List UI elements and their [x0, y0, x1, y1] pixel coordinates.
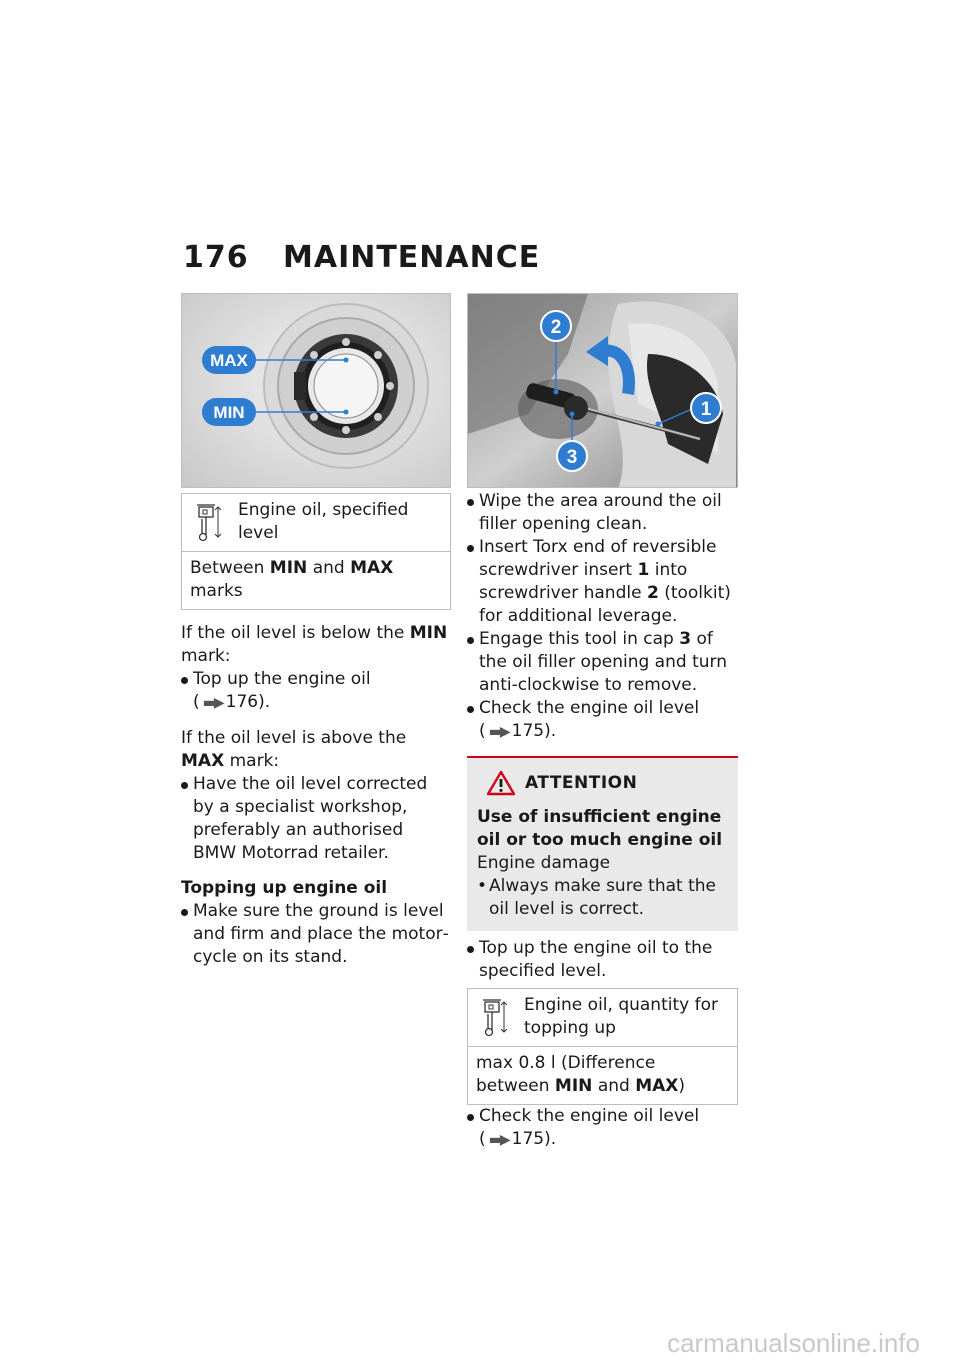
callout-ref: 3 — [679, 629, 692, 649]
ref-paren: ( — [479, 1129, 486, 1149]
cross-reference-arrow-icon: ▬▶ — [488, 1132, 509, 1148]
spec-oil-quantity-head — [468, 989, 737, 1047]
callout-2-label: 2 — [550, 317, 562, 338]
intro-text: mark: — [229, 751, 280, 771]
max-mark: MAX — [181, 751, 225, 771]
ref-paren: ). — [544, 721, 557, 741]
cross-reference-arrow-icon: ▬▶ — [488, 724, 509, 740]
oil-can-icon — [194, 499, 228, 545]
spec-oil-quantity-title: Engine oil, quantity for topping up — [524, 995, 718, 1038]
step-text: (toolkit) for additional leverage. — [479, 583, 731, 626]
oil-sight-glass-figure — [181, 293, 451, 488]
ref-paren: ( — [479, 721, 486, 741]
min-mark: MIN — [409, 623, 448, 643]
list-item — [467, 697, 738, 744]
min-mark: MIN — [554, 1076, 593, 1096]
list-item — [467, 536, 738, 628]
attention-box — [467, 756, 738, 931]
attention-effect: Engine damage — [477, 853, 611, 873]
page-reference-link[interactable]: 175 — [511, 721, 545, 741]
spec-oil-level-value — [182, 552, 450, 609]
callout-3-label: 3 — [566, 447, 578, 468]
attention-cause: Use of insufficient engine oil or too much engine oil — [477, 807, 723, 850]
left-column — [181, 293, 451, 969]
attention-title: ATTENTION — [525, 772, 638, 793]
min-callout-label: MIN — [213, 403, 245, 422]
spec-value-text: marks — [190, 581, 243, 601]
step-text: Check the engine oil level — [479, 1106, 700, 1126]
spec-value-text: max 0.8 l (Difference between — [476, 1053, 656, 1096]
callout-1-label: 1 — [700, 399, 712, 420]
attention-header — [487, 770, 728, 796]
list-item — [467, 1105, 738, 1152]
section-title: MAINTENANCE — [283, 240, 541, 275]
list-item: Wipe the area around the oil filler opening clean. — [467, 490, 738, 536]
callout-ref: 2 — [646, 583, 659, 603]
spec-oil-level-title: Engine oil, specified level — [238, 500, 409, 543]
cross-reference-arrow-icon: ▬▶ — [202, 695, 223, 711]
step-text: of the oil filler opening and turn anti-clockwise to remove. — [479, 629, 727, 695]
intro-text: mark: — [181, 646, 231, 666]
intro-text: If the oil level is below the — [181, 623, 405, 643]
final-step — [467, 1105, 738, 1152]
callout-ref: 1 — [637, 560, 650, 580]
max-mark: MAX — [635, 1076, 679, 1096]
right-steps — [467, 490, 738, 744]
below-min-steps — [181, 668, 451, 715]
step-text: Insert Torx end of reversible screwdriver insert — [479, 537, 717, 580]
max-callout-label: MAX — [210, 351, 248, 370]
spec-oil-quantity-value — [468, 1047, 737, 1104]
topping-up-heading: Topping up engine oil — [181, 878, 388, 898]
page-header — [183, 240, 540, 275]
watermark: carmanualsonline.info — [667, 1328, 920, 1358]
step-text: Engage this tool in cap — [479, 629, 674, 649]
list-item — [467, 628, 738, 697]
warning-icon — [487, 770, 515, 796]
attention-actions — [477, 875, 728, 921]
step-text: Check the engine oil level — [479, 698, 700, 718]
above-max-intro — [181, 727, 451, 773]
ref-paren: ). — [544, 1129, 557, 1149]
spec-oil-quantity — [467, 988, 738, 1105]
spec-value-text: Between — [190, 558, 265, 578]
list-item: • Always make sure that the oil level is correct. — [477, 875, 728, 921]
below-min-intro — [181, 622, 451, 668]
right-column — [467, 293, 738, 1152]
oil-can-icon — [480, 994, 514, 1040]
step-text: into screwdriver handle — [479, 560, 688, 603]
above-max-steps — [181, 773, 451, 865]
spec-value-text: and — [312, 558, 345, 578]
spec-oil-level — [181, 493, 451, 610]
list-item: Make sure the ground is level and firm and place the motorcycle on its stand. — [181, 900, 451, 969]
step-text: Top up the engine oil — [193, 669, 371, 689]
spec-value-text: and — [597, 1076, 630, 1096]
ref-paren: ( — [193, 692, 200, 712]
intro-text: If the oil level is above the — [181, 728, 407, 748]
list-item: Have the oil level corrected by a specialist workshop, preferably an authorised BMW Motorrad retailer. — [181, 773, 451, 865]
page-reference-link[interactable]: 175 — [511, 1129, 545, 1149]
topping-up-steps — [181, 900, 451, 969]
oil-filler-figure — [467, 293, 738, 488]
spec-oil-level-head — [182, 494, 450, 552]
min-mark: MIN — [269, 558, 308, 578]
page-number: 176 — [183, 240, 249, 275]
list-item: Top up the engine oil to the specified level. — [467, 937, 738, 983]
spec-value-text: ) — [678, 1076, 686, 1096]
list-item — [181, 668, 451, 715]
top-up-step — [467, 937, 738, 983]
max-mark: MAX — [350, 558, 394, 578]
page-reference-link[interactable]: 176 — [225, 692, 259, 712]
ref-paren: ). — [258, 692, 271, 712]
